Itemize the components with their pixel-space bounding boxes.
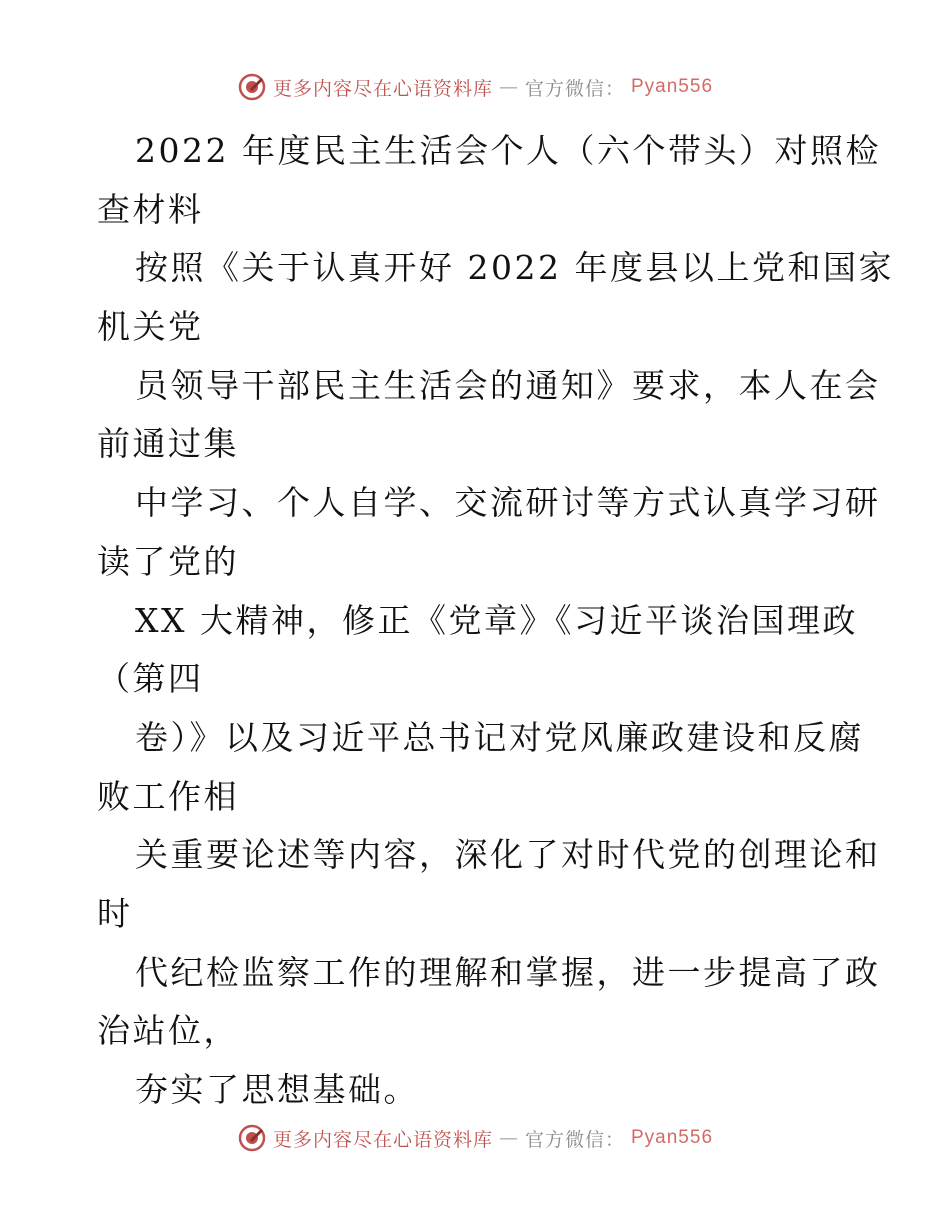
watermark-text: 更多内容尽在心语资料库 xyxy=(272,77,493,100)
document-line: 时 xyxy=(97,893,133,933)
document-line: 按照《关于认真开好 2022 年度县以上党和国家 xyxy=(135,248,894,288)
watermark-dash: — xyxy=(498,1127,519,1149)
watermark-dash: — xyxy=(498,76,519,98)
header-watermark xyxy=(0,72,950,102)
document-line: 败工作相 xyxy=(97,776,239,816)
document-line: 关重要论述等内容，深化了对时代党的创理论和 xyxy=(135,835,881,875)
watermark-text: 更多内容尽在心语资料库 xyxy=(272,1128,493,1151)
document-body xyxy=(97,122,894,1120)
watermark-contact-label: 官方微信： xyxy=(524,1128,625,1151)
document-line: 员领导干部民主生活会的通知》要求，本人在会 xyxy=(135,365,881,405)
document-line: XX 大精神，修正《党章》《习近平谈治国理政 xyxy=(135,600,858,640)
document-line: 治站位， xyxy=(97,1011,239,1051)
watermark-contact-label: 官方微信： xyxy=(524,77,625,100)
watermark-contact-id: Pyan556 xyxy=(631,1127,714,1148)
document-line: 夯实了思想基础。 xyxy=(135,1070,419,1109)
document-line: 卷）》以及习近平总书记对党风廉政建设和反腐 xyxy=(135,717,864,757)
pen-nib-circle-icon xyxy=(237,72,267,102)
document-line: 机关党 xyxy=(97,307,204,347)
document-line: 代纪检监察工作的理解和掌握，进一步提高了政 xyxy=(135,952,881,992)
document-line: 2022 年度民主生活会个人（六个带头）对照检 xyxy=(135,131,881,170)
document-line: 前通过集 xyxy=(97,424,239,464)
document-line: 读了党的 xyxy=(97,541,239,581)
pen-nib-circle-icon xyxy=(237,1123,267,1153)
watermark-contact-id: Pyan556 xyxy=(631,76,714,97)
document-line: 中学习、个人自学、交流研讨等方式认真学习研 xyxy=(135,483,881,523)
document-line: 查材料 xyxy=(97,189,204,229)
document-line: （第四 xyxy=(97,659,204,699)
footer-watermark xyxy=(0,1123,950,1153)
